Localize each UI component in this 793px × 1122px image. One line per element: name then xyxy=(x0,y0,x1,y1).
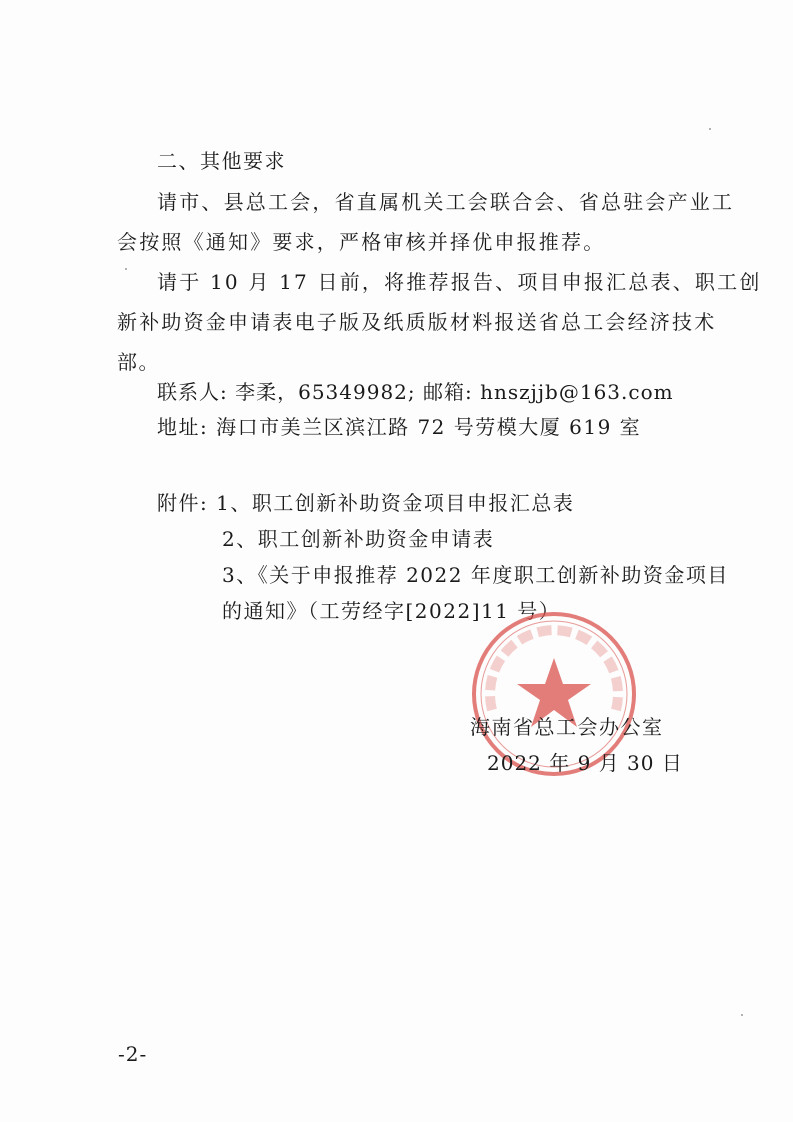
address-line: 地址: 海口市美兰区滨江路 72 号劳模大厦 619 室 xyxy=(157,415,642,439)
attachment-item-1: 附件: 1、职工创新补助资金项目申报汇总表 xyxy=(157,491,575,515)
attachment-item-3-line2: 的通知》（工劳经字[2022]11 号） xyxy=(222,599,561,623)
paragraph2-line3: 部。 xyxy=(117,350,160,374)
paragraph2-line2: 新补助资金申请表电子版及纸质版材料报送省总工会经济技术 xyxy=(117,310,717,334)
paragraph1-line2: 会按照《通知》要求，严格审核并择优申报推荐。 xyxy=(117,230,606,254)
issuing-organization: 海南省总工会办公室 xyxy=(470,715,664,739)
paragraph2-line1: 请于 10 月 17 日前，将推荐报告、项目申报汇总表、职工创 xyxy=(157,270,762,294)
paragraph1-line1: 请市、县总工会，省直属机关工会联合会、省总驻会产业工 xyxy=(157,190,735,214)
contact-line: 联系人: 李柔，65349982; 邮箱: hnszjjb@163.com xyxy=(157,380,674,404)
scan-speck xyxy=(125,268,127,270)
scan-speck xyxy=(741,1014,743,1016)
page-number: -2- xyxy=(118,1042,148,1066)
issue-date: 2022 年 9 月 30 日 xyxy=(487,751,683,775)
scan-speck xyxy=(709,128,711,130)
attachment-item-3-line1: 3、《关于申报推荐 2022 年度职工创新补助资金项目 xyxy=(222,563,729,587)
section-heading: 二、其他要求 xyxy=(157,149,286,173)
attachment-item-2: 2、职工创新补助资金申请表 xyxy=(222,527,495,551)
